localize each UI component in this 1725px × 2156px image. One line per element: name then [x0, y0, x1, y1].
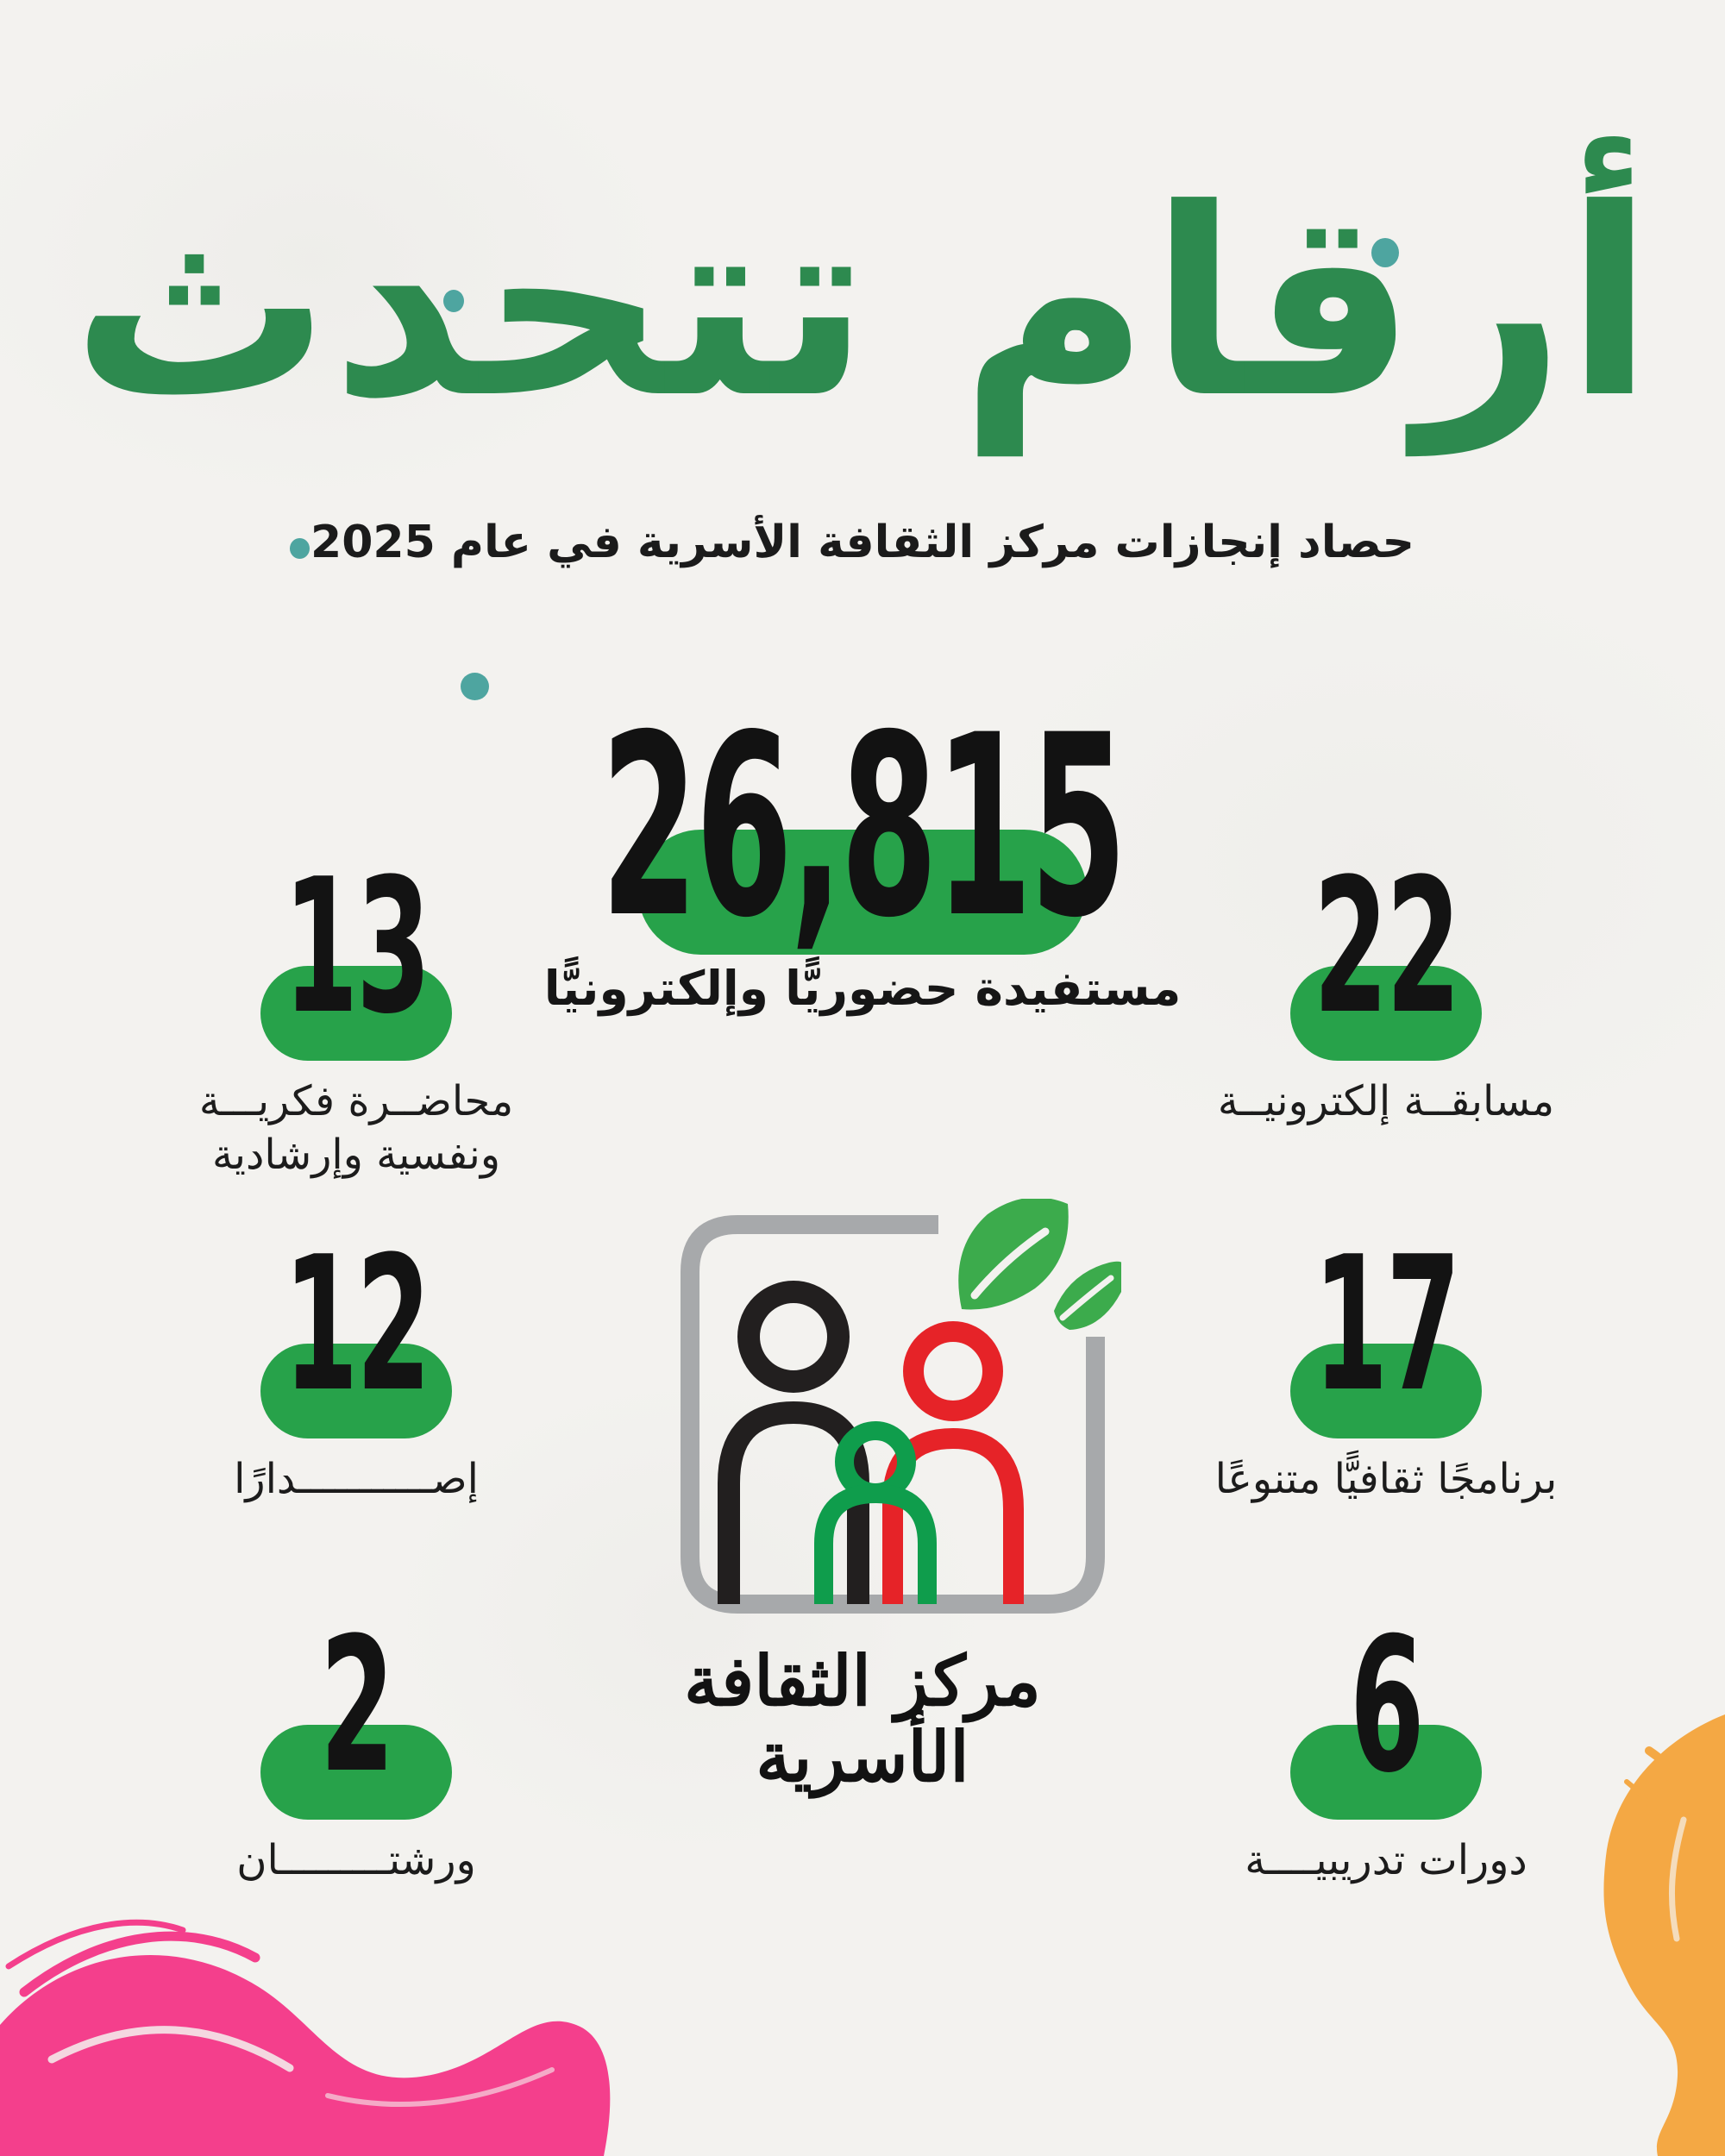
page-subtitle: حصاد إنجازات مركز الثقافة الأسرية في عام 2025 [310, 517, 1414, 568]
stat-courses [1188, 1597, 1584, 1984]
stat-value: 6 [1349, 1597, 1423, 1814]
stat-workshops [158, 1597, 555, 1984]
stat-publications [158, 1216, 555, 1602]
hero-stat-value: 26,815 [600, 682, 1125, 973]
stat-label: ورشتـــــــــان [236, 1836, 476, 1884]
person-figure-green [824, 1431, 927, 1604]
logo-wordmark: مركز الثقافة الأسرية [684, 1640, 1041, 1797]
page-title: أرقام تتحدث [71, 154, 1654, 454]
stat-value: 17 [1313, 1216, 1459, 1432]
stat-label-line2: ونفسية وإرشادية [211, 1131, 501, 1180]
stat-value: 13 [283, 838, 430, 1055]
leaf-icon [958, 1199, 1121, 1330]
stat-label [158, 1075, 555, 1182]
stat-label: مسابقــة إلكترونيــة [1217, 1077, 1555, 1125]
orange-brush-stroke [1603, 1714, 1725, 2156]
stat-label: دورات تدريبيــــة [1245, 1836, 1527, 1884]
hero-stat-label: مستفيدة حضوريًّا وإلكترونيًّا [543, 961, 1182, 1016]
stat-value: 22 [1313, 838, 1459, 1055]
stat-label-line1: محاضــرة فكريـــة [198, 1077, 514, 1125]
stat-programs [1188, 1216, 1584, 1602]
stat-value: 2 [319, 1597, 393, 1814]
family-culture-center-logo [664, 1199, 1121, 1630]
stat-label: إصـــــــــــدارًا [234, 1455, 479, 1503]
stat-value: 12 [283, 1216, 430, 1432]
stat-label: برنامجًا ثقافيًّا متنوعًا [1214, 1455, 1558, 1503]
